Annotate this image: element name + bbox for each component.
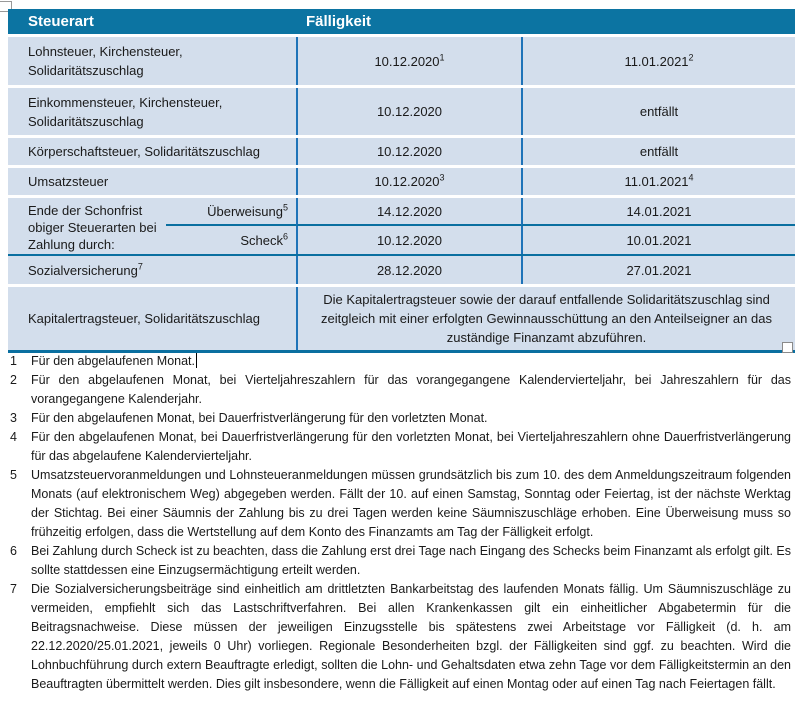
table-row — [8, 138, 795, 165]
due-date-1: 10.12.2020 — [296, 226, 521, 254]
due-date-2: 27.01.2021 — [521, 256, 795, 284]
payment-method-scheck: Scheck$^6$ — [240, 231, 288, 248]
table-row — [8, 37, 795, 85]
due-date-2: 14.01.2021 — [521, 198, 795, 226]
due-date-1: 10.12.2020 — [296, 138, 521, 165]
footnote-5: 5 Umsatzsteuervoranmeldungen und Lohnsteueranmeldungen müssen grundsätzlich bis zum 10. des dem Anmeldungszeitraum folgenden Monats (auf elektronischem Weg) abgegeben werden. Fällt der 10. auf einen Samstag, Sonntag oder Feiertag, ist der nächste Werktag der Stichtag. Bei einer Säumnis der Zahlung bis zu drei Tagen werden keine Säumniszuschläge erhoben. Eine Überweisung muss so frühzeitig erfolgen, dass die Wertstellung auf dem Konto des Finanzamts am Tag der Fälligkeit erfolgt. — [10, 468, 791, 539]
text-cursor — [196, 353, 197, 368]
payment-method-ueberweisung: Überweisung$^5$ — [166, 198, 296, 226]
table-row — [8, 168, 795, 195]
due-date-1: 10.12.2020$^3$ — [296, 168, 521, 195]
due-date-2: entfällt — [521, 138, 795, 165]
tax-deadline-table — [8, 9, 795, 356]
schonfrist-label: Ende der Schonfrist obiger Steuerarten bei Zahlung durch: — [28, 203, 157, 252]
table-header-row — [8, 9, 795, 34]
row-label: Sozialversicherung$^7$ — [28, 261, 143, 278]
row-label: Lohnsteuer, Kirchensteuer, Solidaritätszuschlag — [28, 44, 183, 78]
footnote-6: 6 Bei Zahlung durch Scheck ist zu beachten, dass die Zahlung erst drei Tage nach Eingang des Schecks beim Finanzamt als erfolgt gilt. Es sollte stattdessen eine Einzugsermächtigung erteilt werden. — [10, 544, 791, 577]
header-faelligkeit: Fälligkeit — [306, 13, 372, 30]
schonfrist-section — [8, 198, 795, 256]
footnote-7: 7 Die Sozialversicherungsbeiträge sind einheitlich am drittletzten Bankarbeitstag des laufenden Monats fällig. Um Säumniszuschläge zu vermeiden, empfiehlt sich das Lastschriftverfahren. Bei allen Krankenkassen gilt ein einheitlicher Abgabetermin für die Beitragsnachweise. Diese müssen der jeweiligen Einzugsstelle bis spätestens zwei Arbeitstage vor Fälligkeit (d. h. am 22.12.2020/25.01.2021, jeweils 0 Uhr) vorliegen. Regionale Besonderheiten bzgl. der Fälligkeiten sind ggf. zu beachten. Wird die Lohnbuchführung durch extern Beauftragte erledigt, sollten die Lohn- und Gehaltsdaten etwa zehn Tage vor dem Fälligkeitstermin an den Beauftragten übermittelt werden. Dies gilt insbesondere, wenn die Fälligkeit auf einen Montag oder auf einen Tag nach Feiertagen fällt. — [10, 582, 791, 691]
footnote-ref: 4 — [688, 172, 694, 183]
footnote-ref: 7 — [137, 261, 143, 272]
row-label: Kapitalertragsteuer, Solidaritätszuschlag — [28, 311, 260, 326]
header-steuerart: Steuerart — [28, 13, 94, 30]
kapitalertrag-note: Die Kapitalertragsteuer sowie der darauf entfallende Solidaritätszuschlag sind zeitgleich mit einer erfolgten Gewinnausschüttung an den Anteilseigner an das zuständige Finanzamt abzuführen. — [296, 287, 795, 350]
footnotes — [10, 352, 791, 694]
footnote-2: 2 Für den abgelaufenen Monat, bei Vierteljahreszahlern für das vorangegangene Kalendervierteljahr, bei Jahreszahlern für das vorangegangene Kalenderjahr. — [10, 373, 791, 406]
due-date-1: 10.12.2020$^1$ — [296, 37, 521, 85]
table-row — [8, 88, 795, 135]
table-row — [8, 287, 795, 353]
due-date-1: 10.12.2020 — [296, 88, 521, 135]
footnote-4: 4 Für den abgelaufenen Monat, bei Dauerfristverlängerung für den vorletzten Monat, bei Vierteljahreszahlern ohne Dauerfristverlängerung für das abgelaufene Kalendervierteljahr. — [10, 430, 791, 463]
footnote-ref: 2 — [688, 52, 694, 63]
footnote-ref: 3 — [439, 172, 445, 183]
due-date-2: 10.01.2021 — [521, 226, 795, 254]
due-date-2: 11.01.2021$^2$ — [521, 37, 795, 85]
due-date-1: 28.12.2020 — [296, 256, 521, 284]
footnote-1: 1 Für den abgelaufenen Monat. — [10, 354, 196, 368]
footnote-ref: 6 — [282, 231, 288, 242]
due-date-1: 14.12.2020 — [296, 198, 521, 226]
footnote-ref: 5 — [282, 202, 288, 213]
row-label: Körperschaftsteuer, Solidaritätszuschlag — [28, 144, 260, 159]
due-date-2: entfällt — [521, 88, 795, 135]
row-label: Einkommensteuer, Kirchensteuer, Solidaritätszuschlag — [28, 94, 223, 129]
footnote-3: 3 Für den abgelaufenen Monat, bei Dauerfristverlängerung für den vorletzten Monat. — [10, 411, 488, 425]
footnote-ref: 1 — [439, 52, 445, 63]
table-row — [8, 256, 795, 284]
row-label: Umsatzsteuer — [28, 174, 109, 189]
due-date-2: 11.01.2021$^4$ — [521, 168, 795, 195]
